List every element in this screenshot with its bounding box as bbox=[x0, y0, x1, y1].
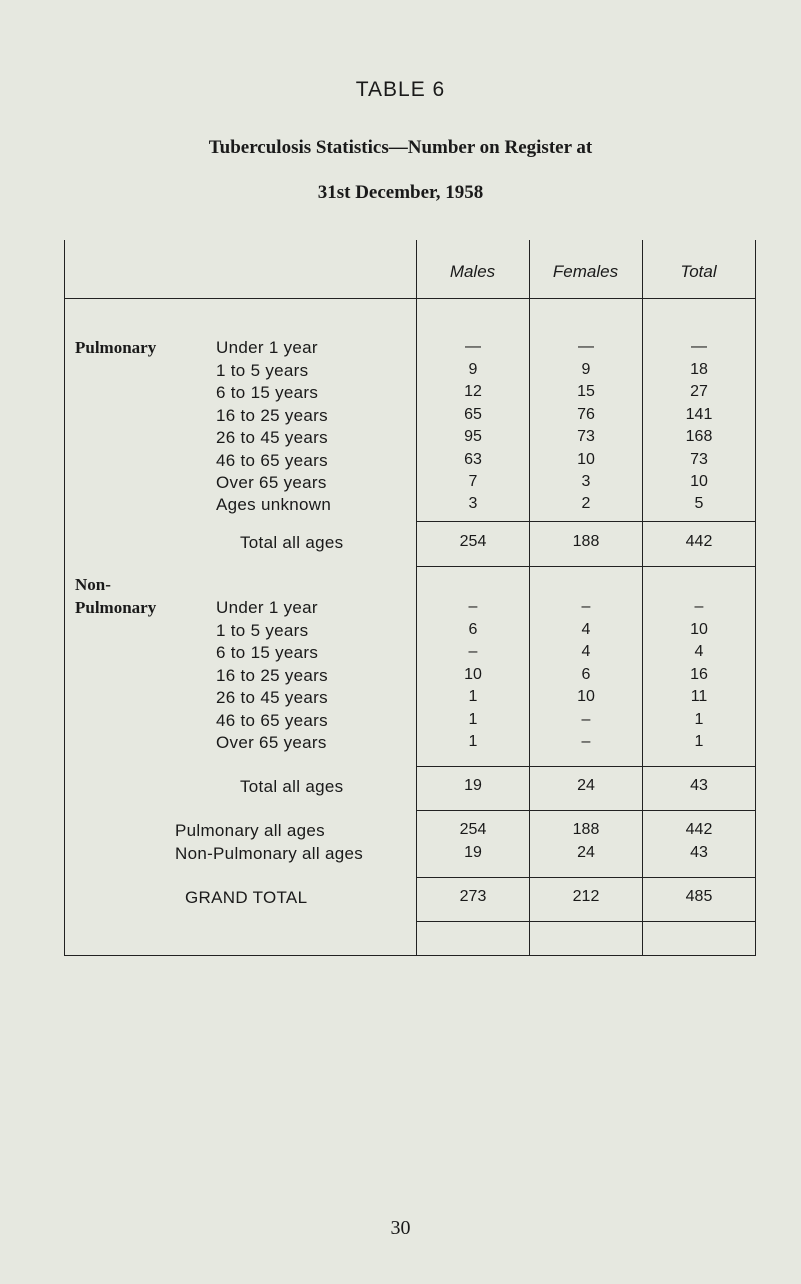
cell-males: 95 bbox=[464, 428, 482, 445]
cell-males: 1 bbox=[468, 688, 478, 705]
non-pulmonary-total-rule-top bbox=[416, 766, 755, 767]
cell-females: 212 bbox=[572, 888, 600, 905]
cell-males: 6 bbox=[468, 621, 478, 638]
category-non-pulmonary-line-1: Non- bbox=[75, 575, 111, 594]
table-border-bottom bbox=[64, 955, 756, 956]
row-label: 16 to 25 years bbox=[216, 666, 328, 685]
category-non-pulmonary-line-2: Pulmonary bbox=[75, 598, 157, 617]
cell-total: 11 bbox=[690, 688, 708, 705]
cell-females: 73 bbox=[577, 428, 595, 445]
cell-females: 10 bbox=[577, 688, 595, 705]
cell-females: 4 bbox=[581, 621, 591, 638]
row-label: Ages unknown bbox=[216, 495, 332, 514]
row-label: 6 to 15 years bbox=[216, 383, 319, 402]
cell-females: 3 bbox=[581, 473, 591, 490]
page-number: 30 bbox=[390, 1217, 411, 1239]
row-label: 26 to 45 years bbox=[216, 688, 328, 707]
cell-males: 273 bbox=[459, 888, 487, 905]
cell-total: 18 bbox=[690, 361, 708, 378]
column-divider-1 bbox=[416, 240, 417, 956]
cell-females: 10 bbox=[577, 451, 595, 468]
cell-females: 2 bbox=[581, 495, 591, 512]
cell-males: 19 bbox=[464, 777, 482, 794]
cell-total: 5 bbox=[694, 495, 704, 512]
row-label: Over 65 years bbox=[216, 733, 327, 752]
row-label: Total all ages bbox=[240, 777, 344, 796]
cell-total: – bbox=[694, 598, 704, 615]
cell-females: 24 bbox=[577, 844, 595, 861]
cell-males: 254 bbox=[459, 533, 487, 550]
cell-males: 19 bbox=[464, 844, 482, 861]
grand-total-rule-bottom bbox=[416, 921, 755, 922]
row-label: Over 65 years bbox=[216, 473, 327, 492]
cell-total: 10 bbox=[690, 621, 708, 638]
pulmonary-total-rule-top bbox=[416, 521, 755, 522]
row-label: 1 to 5 years bbox=[216, 621, 309, 640]
table-title-line-2: 31st December, 1958 bbox=[317, 182, 484, 203]
cell-total: 4 bbox=[694, 643, 704, 660]
cell-males: 1 bbox=[468, 733, 478, 750]
cell-total: 43 bbox=[690, 777, 708, 794]
table-border-right bbox=[755, 240, 756, 956]
cell-total: 43 bbox=[690, 844, 708, 861]
category-pulmonary: Pulmonary bbox=[75, 338, 157, 357]
row-label: GRAND TOTAL bbox=[185, 888, 308, 907]
cell-total: — bbox=[691, 338, 707, 355]
cell-females: – bbox=[581, 733, 591, 750]
cell-total: 485 bbox=[685, 888, 713, 905]
cell-females: 76 bbox=[577, 406, 595, 423]
cell-total: 1 bbox=[694, 711, 704, 728]
cell-females: 6 bbox=[581, 666, 591, 683]
cell-females: – bbox=[581, 711, 591, 728]
cell-total: 141 bbox=[685, 406, 713, 423]
row-label: Pulmonary all ages bbox=[175, 821, 325, 840]
cell-males: – bbox=[468, 643, 478, 660]
cell-females: 4 bbox=[581, 643, 591, 660]
cell-total: 16 bbox=[690, 666, 708, 683]
cell-total: 442 bbox=[685, 821, 713, 838]
cell-total: 27 bbox=[690, 383, 708, 400]
cell-total: 168 bbox=[685, 428, 713, 445]
cell-females: 188 bbox=[572, 821, 600, 838]
cell-males: 10 bbox=[464, 666, 482, 683]
row-label: 46 to 65 years bbox=[216, 451, 328, 470]
cell-males: 63 bbox=[464, 451, 482, 468]
cell-males: 3 bbox=[468, 495, 478, 512]
cell-females: 15 bbox=[577, 383, 595, 400]
non-pulmonary-total-rule-bottom bbox=[416, 810, 755, 811]
row-label: 26 to 45 years bbox=[216, 428, 328, 447]
row-label: Total all ages bbox=[240, 533, 344, 552]
row-label: Non-Pulmonary all ages bbox=[175, 844, 364, 863]
cell-males: 254 bbox=[459, 821, 487, 838]
pulmonary-total-rule-bottom bbox=[416, 566, 755, 567]
cell-total: 10 bbox=[690, 473, 708, 490]
cell-males: — bbox=[465, 338, 481, 355]
header-rule bbox=[64, 298, 756, 299]
table-border-left bbox=[64, 240, 65, 956]
cell-females: 188 bbox=[572, 533, 600, 550]
cell-females: – bbox=[581, 598, 591, 615]
cell-males: 12 bbox=[464, 383, 482, 400]
column-divider-2 bbox=[529, 240, 530, 956]
cell-males: 9 bbox=[468, 361, 478, 378]
row-label: Under 1 year bbox=[216, 598, 318, 617]
column-header-males: Males bbox=[449, 262, 496, 281]
table-number: TABLE 6 bbox=[355, 78, 446, 101]
cell-females: 9 bbox=[581, 361, 591, 378]
cell-males: 7 bbox=[468, 473, 478, 490]
cell-males: 1 bbox=[468, 711, 478, 728]
cell-males: – bbox=[468, 598, 478, 615]
column-divider-3 bbox=[642, 240, 643, 956]
row-label: 16 to 25 years bbox=[216, 406, 328, 425]
cell-males: 65 bbox=[464, 406, 482, 423]
row-label: 1 to 5 years bbox=[216, 361, 309, 380]
cell-total: 1 bbox=[694, 733, 704, 750]
grand-total-rule-top bbox=[416, 877, 755, 878]
column-header-total: Total bbox=[680, 262, 717, 281]
cell-females: 24 bbox=[577, 777, 595, 794]
table-title-line-1: Tuberculosis Statistics—Number on Register at bbox=[208, 137, 593, 158]
row-label: 46 to 65 years bbox=[216, 711, 328, 730]
column-header-females: Females bbox=[552, 262, 619, 281]
cell-total: 73 bbox=[690, 451, 708, 468]
row-label: 6 to 15 years bbox=[216, 643, 319, 662]
cell-females: — bbox=[578, 338, 594, 355]
cell-total: 442 bbox=[685, 533, 713, 550]
row-label: Under 1 year bbox=[216, 338, 318, 357]
